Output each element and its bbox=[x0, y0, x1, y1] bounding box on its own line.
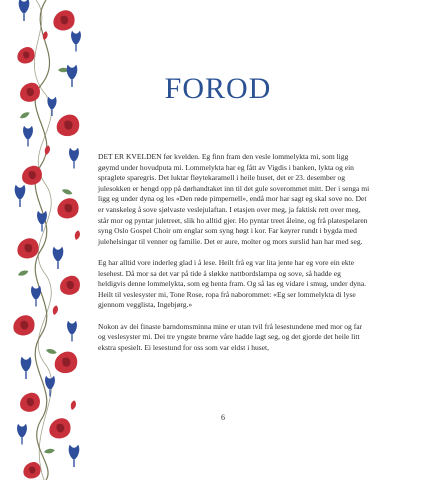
paragraph: Nokon av dei finaste barndomsminna mine er utan tvil frå lesestundene med mor og far og veslesyster mi. Dei tre yngste brørne våre hadde lagt seg, og det gjorde det heile litt ekstra spesielt. Ei lesestund for oss som var eldst i huset, bbox=[98, 321, 363, 352]
chapter-body bbox=[98, 152, 370, 364]
chapter-title: FOROD bbox=[164, 72, 272, 105]
floral-border-illustration bbox=[6, 0, 90, 480]
page-number: 6 bbox=[221, 413, 225, 422]
paragraph: DET ER KVELDEN før kvelden. Eg finn fram den vesle lommelykta mi, som ligg gøymd under hovudputa mi. Lommelykta har eg fått av Vigdis i banken, lykta og ein spraglete sparegris. Det luktar fløytekaramell i heile huset, det er 23. desember og julesokken er hengd opp på dørhandtaket inn til det gule soverommet mitt. Der i senga mi ligg eg under dyna og les «Den røde pimpernell», endå mor har sagt eg skal sove no. Det er vanskeleg å sove sjølvaste veslejulaftan. I etasjen over meg, ja faktisk rett over meg, står mor og pyntar juletreet, slik ho alltid gjer. Ho pyntar treet åleine, og frå platespelaren syng Oslo Gospel Choir om englar som syng høgt i kor. Far køyrer rundt i bygda med julehelsingar til venner og familie. Det er aure, molter og mors surslid han har med seg. bbox=[98, 152, 370, 246]
paragraph: Eg har alltid vore inderleg glad i å lese. Heilt frå eg var lita jente har eg vore ein ekte lesehest. Då mor sa det var på tide å sløkke nattbordslampa og sove, så hadde eg heldigvis denne lommelykta, som eg henta fram. Og så las eg vidare i smug, under dyna. Heilt til veslesyster mi, Tone Rose, ropa frå naborommet: «Eg ser lommelykta di lyse gjennom vegglista, Ingebjørg.» bbox=[98, 257, 367, 310]
